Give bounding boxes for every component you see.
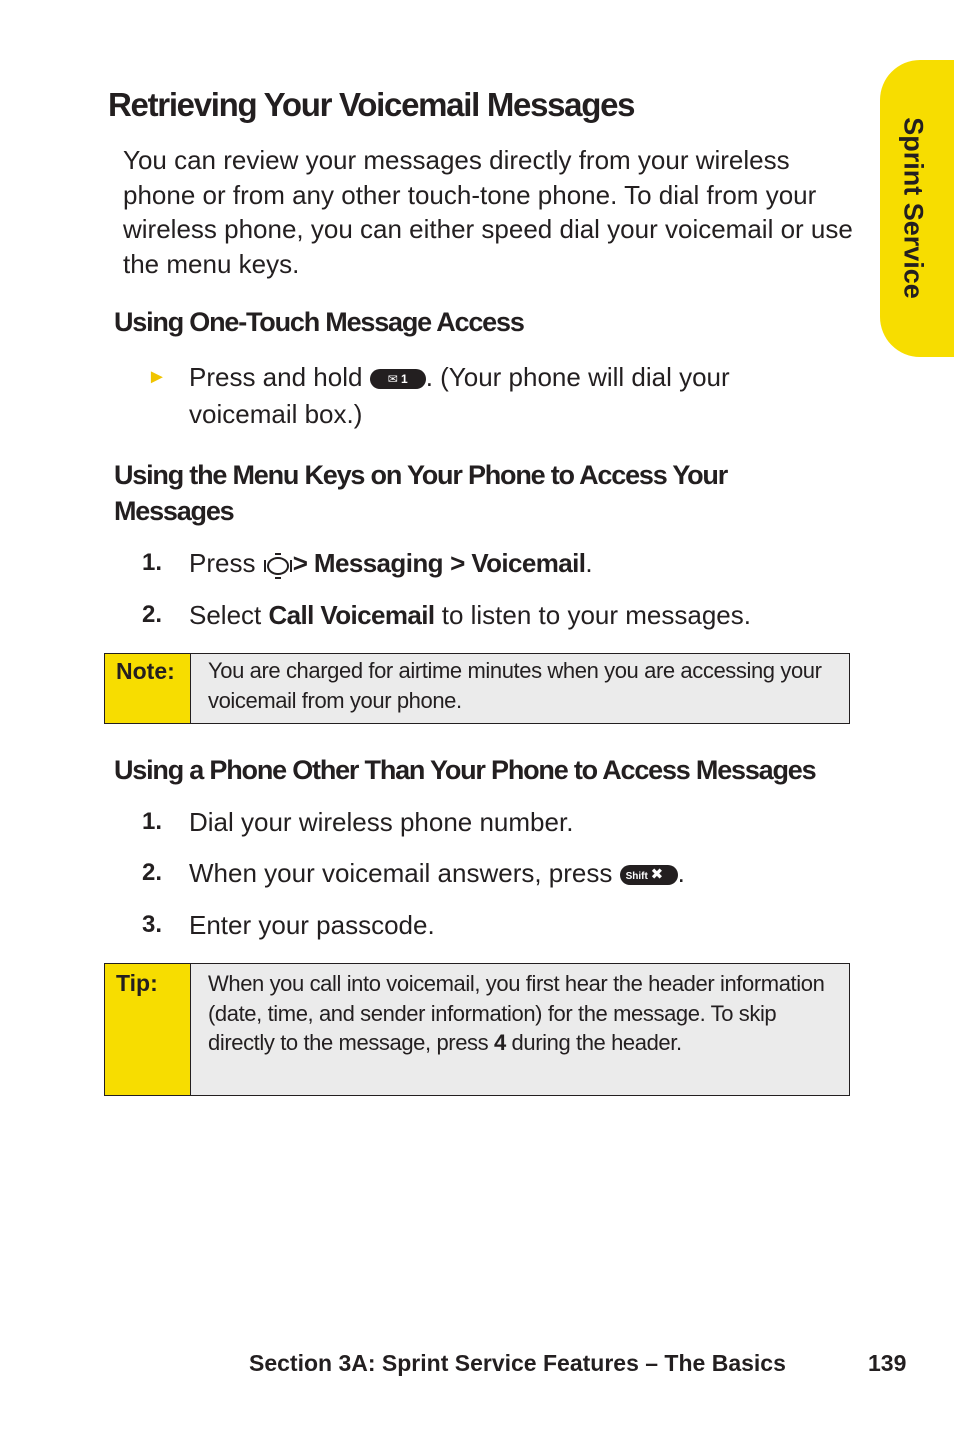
- tip-key: 4: [493, 1030, 506, 1055]
- note-label: Note:: [116, 658, 175, 684]
- envelope-icon: ✉: [387, 372, 398, 387]
- menu-key-icon: [263, 552, 293, 578]
- tip-text-before: When you call into voicemail, you first hear the header information (date, time, and sender information) for the message. To skip directly to the message, press: [208, 971, 825, 1055]
- section3-step-3: Enter your passcode.: [189, 910, 435, 940]
- shift-key-label: Shift: [625, 871, 648, 883]
- menu-path-voicemail: > Voicemail: [450, 548, 586, 578]
- tip-label-cell: [105, 964, 191, 1095]
- section2-heading: [114, 457, 854, 529]
- menu-path-messaging: > Messaging: [292, 548, 443, 578]
- section1-bullet: [189, 360, 730, 394]
- section1-heading: Using One-Touch Message Access: [114, 307, 524, 337]
- tip-box: [104, 963, 850, 1096]
- tip-text: [208, 969, 833, 1058]
- step-text: When your voicemail answers, press: [189, 858, 613, 888]
- section2-heading-line1: Using the Menu Keys on Your Phone to Access Your: [114, 460, 728, 490]
- section2-step-2: [189, 598, 751, 632]
- section2-step-1: [189, 546, 593, 580]
- voicemail-key-1: [370, 369, 426, 389]
- call-voicemail-option: Call Voicemail: [268, 600, 435, 630]
- tip-text-after: during the header.: [511, 1030, 682, 1055]
- section2-heading-line2: Messages: [114, 496, 234, 526]
- side-tab-label: Sprint Service: [898, 117, 929, 299]
- step-number: 2.: [142, 601, 163, 628]
- step-number: 2.: [142, 859, 163, 886]
- bullet-text: Press and hold: [189, 362, 363, 392]
- step-end: to listen to your messages.: [441, 600, 751, 630]
- step-end: .: [677, 858, 685, 888]
- step-text: Select: [189, 600, 262, 630]
- bullet-arrow-icon: ►: [147, 366, 167, 388]
- shift-x-icon: ✖: [650, 866, 664, 884]
- step-text: Press: [189, 548, 256, 578]
- step-end: .: [585, 548, 593, 578]
- note-text: You are charged for airtime minutes when you are accessing your voicemail from your phone.: [208, 658, 822, 713]
- bullet-text-after: . (Your phone will dial your: [425, 362, 730, 392]
- section3-step-2: [189, 856, 685, 890]
- section3-step-1: Dial your wireless phone number.: [189, 807, 574, 837]
- page-title: Retrieving Your Voicemail Messages: [108, 86, 635, 123]
- section1-bullet-line2: voicemail box.): [189, 399, 363, 429]
- step-number: 1.: [142, 808, 163, 835]
- page-number: 139: [868, 1350, 907, 1376]
- tip-label: Tip:: [116, 970, 158, 996]
- key-label: 1: [401, 372, 408, 387]
- step-number: 1.: [142, 549, 163, 576]
- section3-heading: Using a Phone Other Than Your Phone to Access Messages: [114, 755, 816, 785]
- shift-key: [620, 865, 678, 885]
- footer-section: Section 3A: Sprint Service Features – The Basics: [249, 1350, 786, 1376]
- note-box: [104, 653, 850, 724]
- step-number: 3.: [142, 911, 163, 938]
- intro-paragraph: You can review your messages directly from your wireless phone or from any other touch-tone phone. To dial from your wireless phone, you can either speed dial your voicemail or use the menu keys.: [123, 145, 853, 279]
- note-label-cell: [105, 654, 191, 723]
